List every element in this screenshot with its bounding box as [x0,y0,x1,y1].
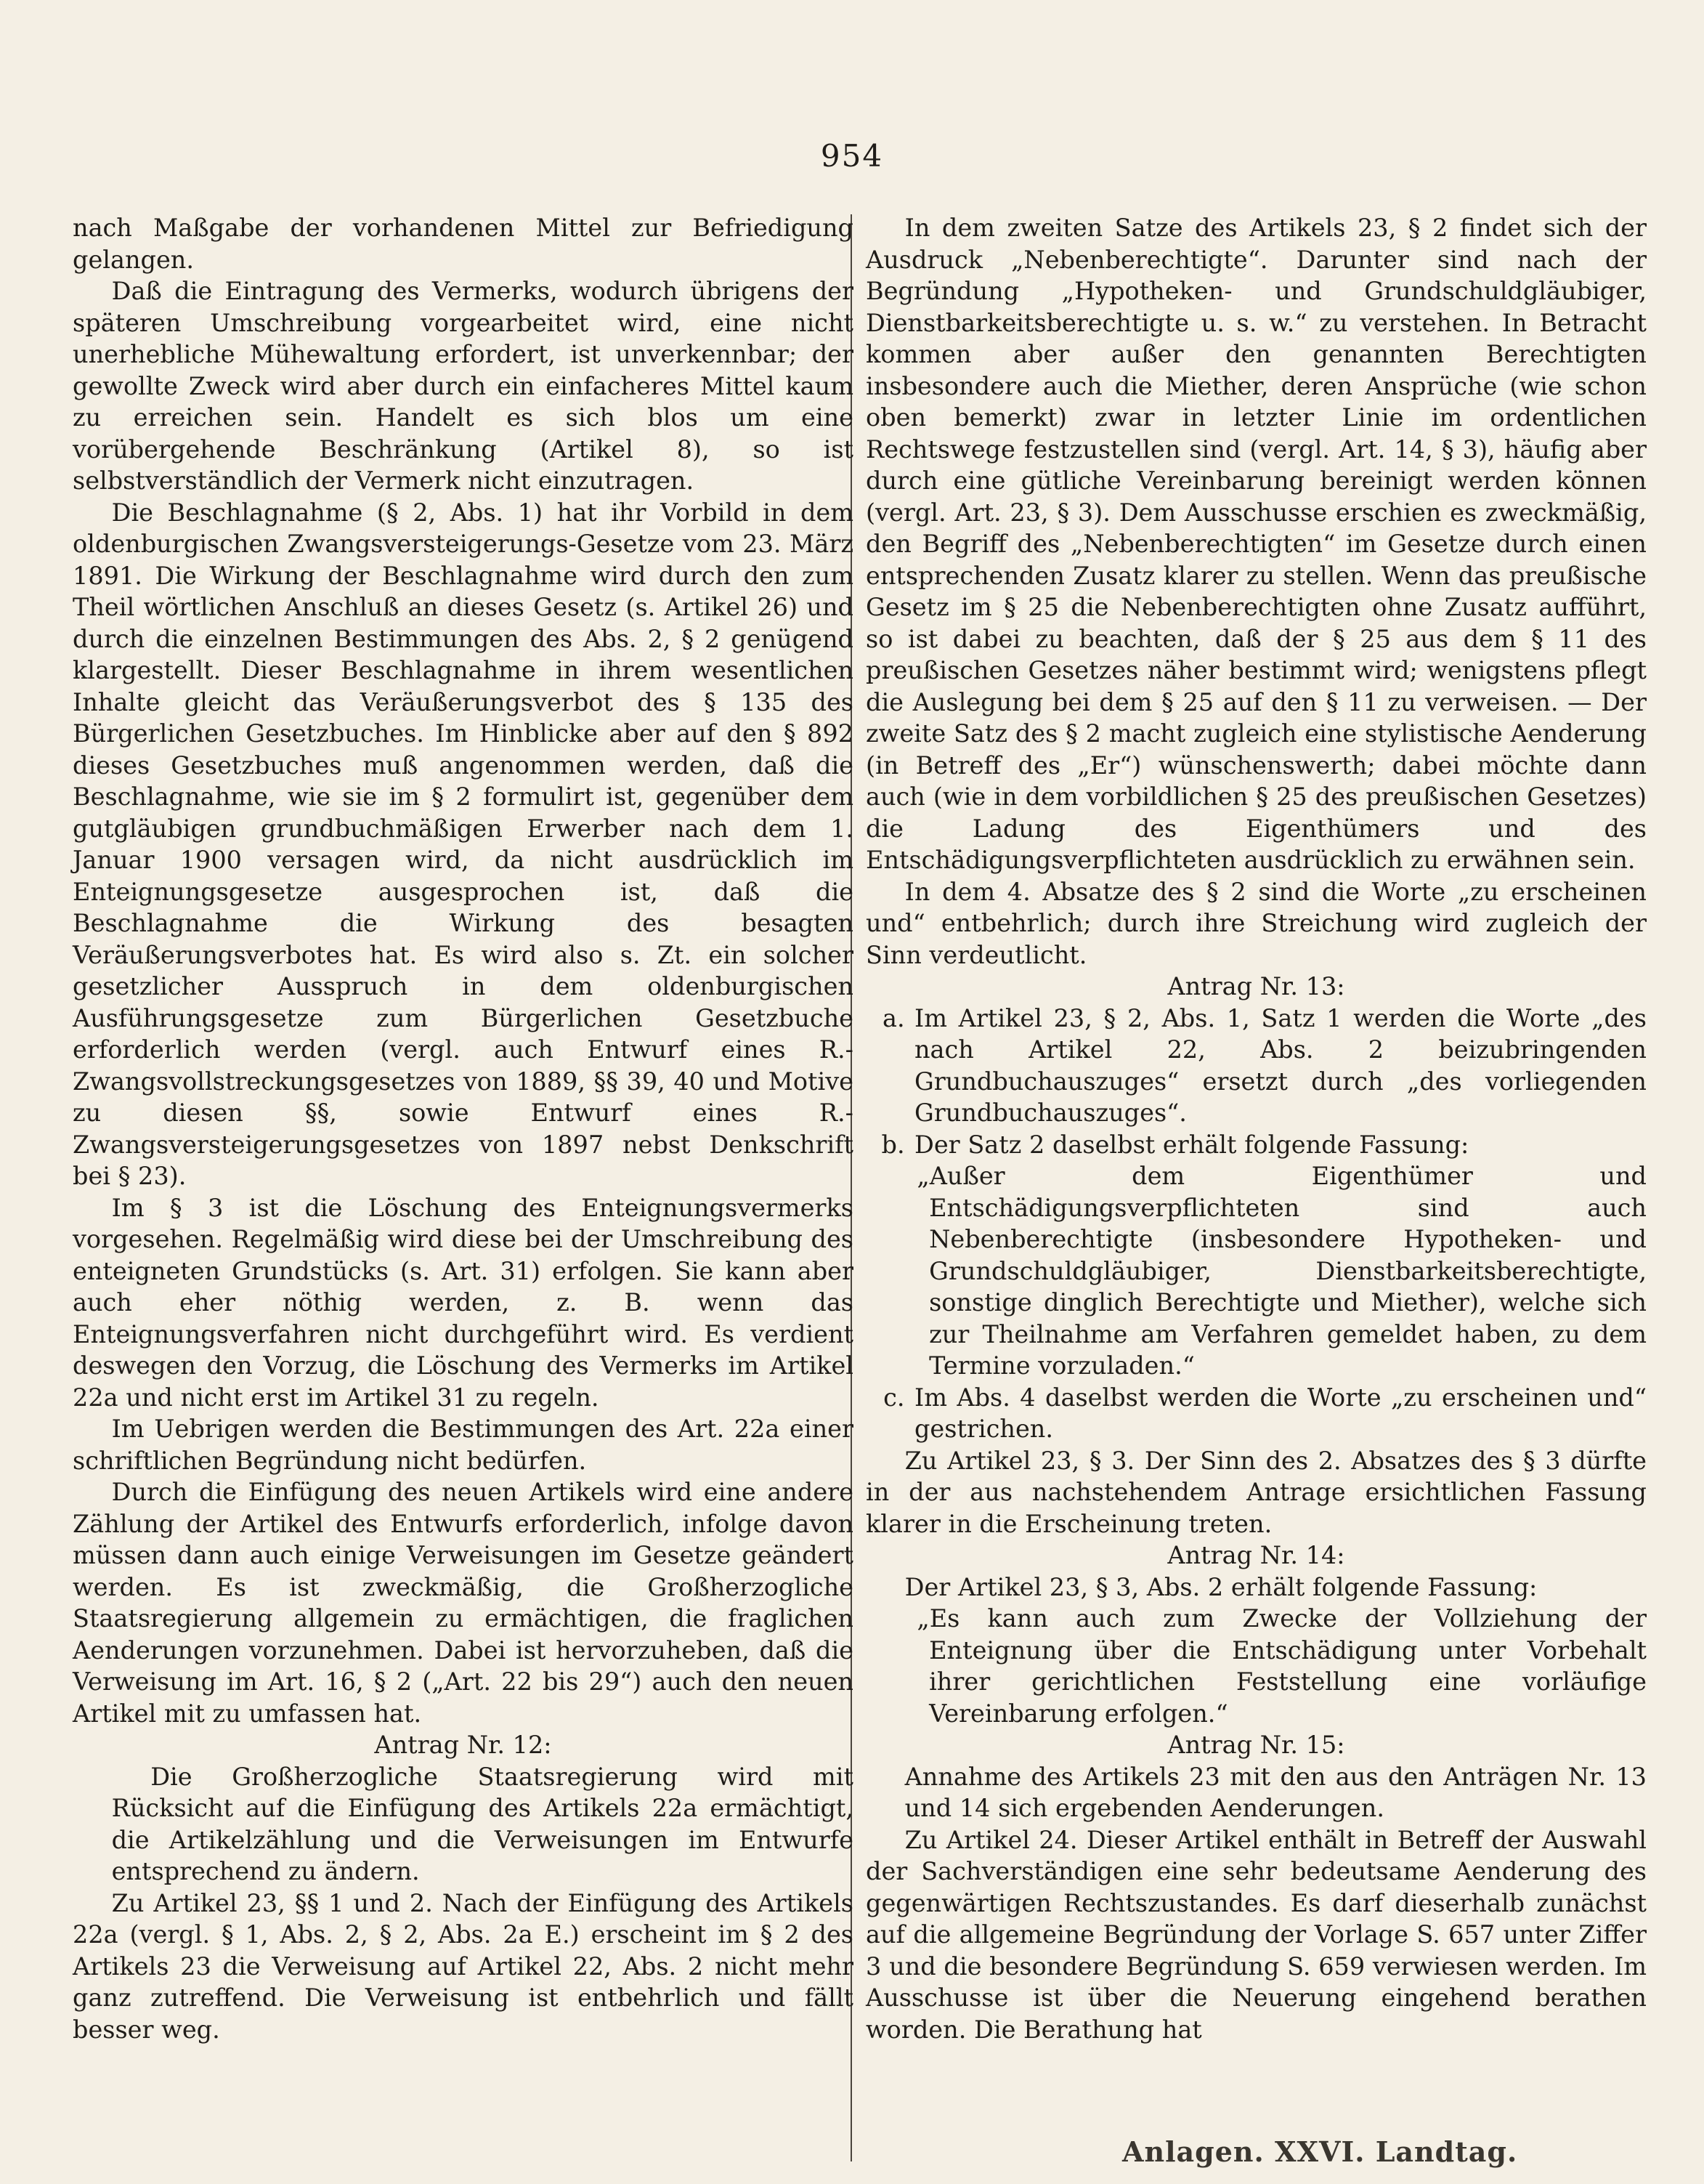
paragraph: Daß die Eintragung des Vermerks, wodurch übrigens der späteren Umschreibung vorgearbeitet wird, eine nicht unerhebliche Mühewaltung erfordert, ist unverkennbar; der gewollte Zweck wird aber durch ein einfacheres Mittel kaum zu erreichen sein. Handelt es sich blos um eine vorübergehende Beschränkung (Artikel 8), so ist selbstverständlich der Vermerk nicht einzutragen. [73,277,853,495]
motion-item [866,1382,1647,1445]
quoted-text: „Außer dem Eigenthümer und Entschädigungsverpflichteten sind auch Nebenberechtigte (insbesondere Hypotheken- und Grundschuldgläubiger, Dienstbarkeitsberechtigte, sonstige dinglich Berechtigte und Miether), welche sich zur Theilnahme am Verfahren gemeldet haben, zu dem Termine vorzuladen.“ [917,1162,1647,1380]
paragraph: Im Uebrigen werden die Bestimmungen des Art. 22a einer schriftlichen Begründung nicht bedürfen. [73,1415,853,1475]
motion-text: Annahme des Artikels 23 mit den aus den Anträgen Nr. 13 und 14 sich ergebenden Aenderungen. [904,1762,1647,1822]
item-text: Der Satz 2 daselbst erhält folgende Fassung: [914,1130,1469,1159]
item-text: Im Abs. 4 daselbst werden die Worte „zu erscheinen und“ gestrichen. [914,1383,1647,1443]
paragraph: Zu Artikel 24. Dieser Artikel enthält in Betreff der Auswahl der Sachverständigen eine sehr bedeutsame Aenderung des gegenwärtigen Rechtszustandes. Es darf dieserhalb zunächst auf die allgemeine Begründung der Vorlage S. 657 unter Ziffer 3 und die besondere Begründung S. 659 verwiesen werden. Im Ausschusse ist über die Neuerung eingehend berathen worden. Die Berathung hat [866,1825,1647,2044]
motion-heading: Antrag Nr. 12: [374,1731,552,1759]
left-column [73,212,853,2045]
paragraph: Die Beschlagnahme (§ 2, Abs. 1) hat ihr Vorbild in dem oldenburgischen Zwangsversteigerungs-Gesetze vom 23. März 1891. Die Wirkung der Beschlagnahme wird durch den zum Theil wörtlichen Anschluß an dieses Gesetz (s. Artikel 26) und durch die einzelnen Bestimmungen des Abs. 2, § 2 genügend klargestellt. Dieser Beschlagnahme in ihrem wesentlichen Inhalte gleicht das Veräußerungsverbot des § 135 des Bürgerlichen Gesetzbuches. Im Hinblicke aber auf den § 892 dieses Gesetzbuches muß angenommen werden, daß die Beschlagnahme, wie sie im § 2 formulirt ist, gegenüber dem gutgläubigen grundbuchmäßigen Erwerber nach dem 1. Januar 1900 versagen wird, da nicht ausdrücklich im Enteignungsgesetze ausgesprochen ist, daß die Beschlagnahme die Wirkung des besagten Veräußerungsverbotes hat. Es wird also s. Zt. ein solcher gesetzlicher Ausspruch in dem oldenburgischen Ausführungsgesetze zum Bürgerlichen Gesetzbuche erforderlich werden (vergl. auch Entwurf eines R.-Zwangsvollstreckungsgesetzes von 1889, §§ 39, 40 und Motive zu diesen §§, sowie Entwurf eines R.-Zwangsversteigerungsgesetzes von 1897 nebst Denkschrift bei § 23). [73,498,853,1190]
motion-heading: Antrag Nr. 14: [1167,1541,1345,1569]
right-column [866,212,1647,2045]
paragraph: nach Maßgabe der vorhandenen Mittel zur Befriedigung gelangen. [73,214,853,274]
paragraph: Zu Artikel 23, §§ 1 und 2. Nach der Einfügung des Artikels 22a (vergl. § 1, Abs. 2, § 2, Abs. 2a E.) erscheint im § 2 des Artikels 23 die Verweisung auf Artikel 22, Abs. 2 nicht mehr ganz zutreffend. Die Verweisung ist entbehrlich und fällt besser weg. [73,1888,853,2044]
motion-heading: Antrag Nr. 15: [1167,1731,1345,1759]
item-letter: a. [882,1003,905,1032]
motion-text: Die Großherzogliche Staatsregierung wird mit Rücksicht auf die Einfügung des Artikels 22a ermächtigt, die Artikelzählung und die Verweisungen im Entwurfe entsprechend zu ändern. [111,1762,853,1885]
item-letter: b. [881,1130,905,1159]
page-number: 954 [820,138,884,174]
motion-text: Der Artikel 23, § 3, Abs. 2 erhält folgende Fassung: [904,1572,1538,1601]
item-text: Im Artikel 23, § 2, Abs. 1, Satz 1 werden die Worte „des nach Artikel 22, Abs. 2 beizubringenden Grundbuchauszuges“ ersetzt durch „des vorliegenden Grundbuchauszuges“. [914,1003,1647,1127]
paragraph: Durch die Einfügung des neuen Artikels wird eine andere Zählung der Artikel des Entwurfs erforderlich, infolge davon müssen dann auch einige Verweisungen im Gesetze geändert werden. Es ist zweckmäßig, die Großherzogliche Staatsregierung allgemein zu ermächtigen, die fraglichen Aenderungen vorzunehmen. Dabei ist hervorzuheben, daß die Verweisung im Art. 16, § 2 („Art. 22 bis 29“) auch den neuen Artikel mit zu umfassen hat. [73,1478,853,1728]
bleed-through-footer: Anlagen. XXVI. Landtag. [1122,2135,1518,2168]
paragraph: Zu Artikel 23, § 3. Der Sinn des 2. Absatzes des § 3 dürfte in der aus nachstehendem Antrage ersichtlichen Fassung klarer in die Erscheinung treten. [866,1446,1647,1538]
motion-heading: Antrag Nr. 13: [1167,972,1345,1000]
quoted-text: „Es kann auch zum Zwecke der Vollziehung der Enteignung über die Entschädigung unter Vorbehalt ihrer gerichtlichen Feststellung eine vorläufige Vereinbarung erfolgen.“ [917,1604,1647,1728]
motion-item [866,1003,1647,1129]
item-letter: c. [883,1383,905,1412]
motion-item [866,1129,1647,1161]
paragraph: In dem zweiten Satze des Artikels 23, § 2 findet sich der Ausdruck „Nebenberechtigte“. Darunter sind nach der Begründung „Hypotheken- und Grundschuldgläubiger, Dienstbarkeitsberechtigte u. s. w.“ zu verstehen. In Betracht kommen aber außer den genannten Berechtigten insbesondere auch die Miether, deren Ansprüche (wie schon oben bemerkt) zwar in letzter Linie im ordentlichen Rechtswege festzustellen sind (vergl. Art. 14, § 3), häufig aber durch eine gütliche Vereinbarung bereinigt werden können (vergl. Art. 23, § 3). Dem Ausschusse erschien es zweckmäßig, den Begriff des „Nebenberechtigten“ im Gesetze durch einen entsprechenden Zusatz klarer zu stellen. Wenn das preußische Gesetz im § 25 die Nebenberechtigten ohne Zusatz aufführt, so ist dabei zu beachten, daß der § 25 aus dem § 11 des preußischen Gesetzes näher bestimmt wird; wenigstens pflegt die Auslegung bei dem § 25 auf den § 11 zu verweisen. — Der zweite Satz des § 2 macht zugleich eine stylistische Aenderung (in Betreff des „Er“) wünschenswerth; dabei möchte dann auch (wie in dem vorbildlichen § 25 des preußischen Gesetzes) die Ladung des Eigenthümers und des Entschädigungsverpflichteten ausdrücklich zu erwähnen sein. [866,214,1647,874]
paragraph: In dem 4. Absatze des § 2 sind die Worte „zu erscheinen und“ entbehrlich; durch ihre Streichung wird zugleich der Sinn verdeutlicht. [866,877,1647,969]
paragraph: Im § 3 ist die Löschung des Enteignungsvermerks vorgesehen. Regelmäßig wird diese bei der Umschreibung des enteigneten Grundstücks (s. Art. 31) erfolgen. Sie kann aber auch eher nöthig werden, z. B. wenn das Enteignungsverfahren nicht durchgeführt wird. Es verdient deswegen den Vorzug, die Löschung des Vermerks im Artikel 22a und nicht erst im Artikel 31 zu regeln. [73,1193,853,1412]
